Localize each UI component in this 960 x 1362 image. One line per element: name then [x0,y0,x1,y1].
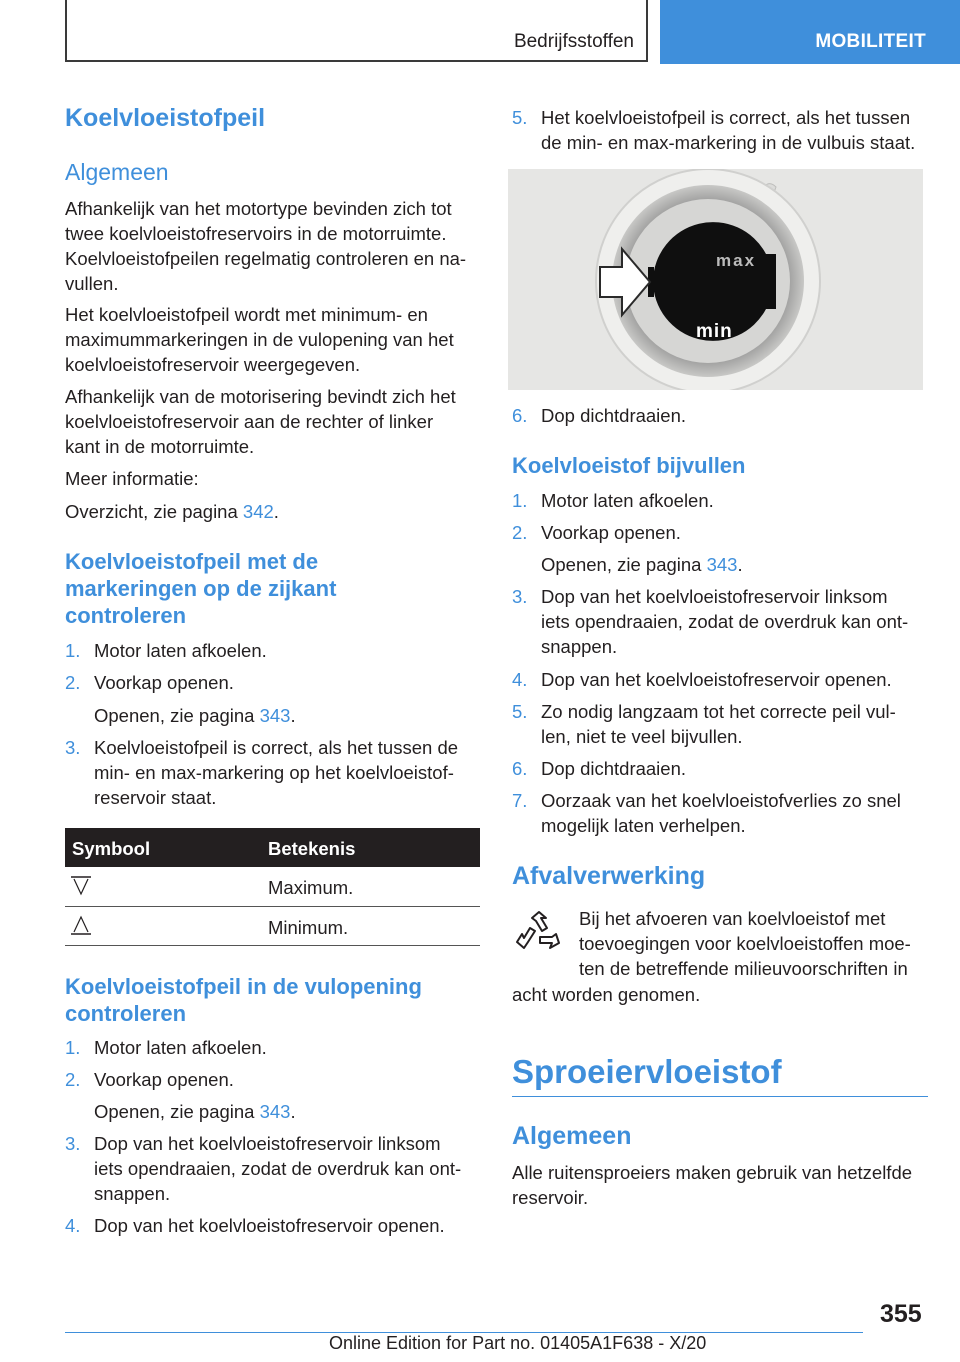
page-number: 355 [880,1300,922,1328]
washer-heading-rule [512,1096,928,1097]
overview-ref: Overzicht, zie pagina 342. [65,501,279,522]
table-col-symbol: Symbool [72,838,151,859]
chapter-tab[interactable] [660,0,960,64]
more-info: Meer informatie: [65,468,199,489]
page-link-342[interactable]: 342 [242,501,274,522]
table-divider [65,906,480,907]
table-col-meaning: Betekenis [268,838,356,859]
chapter-tab-label: MOBILITEIT [815,31,926,52]
table-row-min: Minimum. [268,917,349,938]
washer-heading: Sproeiervloeistof [512,1053,782,1090]
page-link-343[interactable]: 343 [259,705,291,726]
disposal-text: Bij het afvoeren van koelvloeistof met toevoegingen voor koelvloeistoffen moe‐ ten de betreffende milieuvoorschriften in [579,908,911,979]
para-3: Afhankelijk van de motorisering bevindt zich het koelvloeistofreservoir aan de rechter of linker kant in de motorruimte. [65,386,456,457]
refill-heading: Koelvloeistof bijvullen [512,453,746,478]
page-title: Koelvloeistofpeil [65,104,266,132]
page-link-343[interactable]: 343 [259,1101,291,1122]
disposal-text-last: acht worden genomen. [512,984,701,1005]
page-link-343[interactable]: 343 [706,554,738,575]
fill-check-heading: Koelvloeistofpeil in de vulopening controleren [65,974,422,1026]
symbol-table-header [65,828,480,867]
recycle-icon [514,910,564,960]
washer-general-heading: Algemeen [512,1122,632,1150]
edition-text: Online Edition for Part no. 01405A1F638 - X/20 [329,1333,707,1353]
coolant-cap-image [508,169,923,390]
table-row-max: Maximum. [268,877,354,898]
section-label: Bedrijfsstoffen [513,31,634,52]
general-heading: Algemeen [65,159,169,185]
fill-open-ref: Openen, zie pagina 343. [94,1101,296,1122]
side-check-heading: Koelvloeistofpeil met de markeringen op de zijkant controleren [65,549,337,628]
min-mark-icon [70,915,92,935]
header-frame [65,0,648,62]
para-2: Het koelvloeistofpeil wordt met minimum- en maximummarkeringen in de vulopening van het koelvloeistofreservoir weergegeven. [65,304,454,375]
max-mark-icon [70,876,92,896]
refill-open-ref: Openen, zie pagina 343. [541,554,743,575]
table-bottom [65,945,480,946]
para-1: Afhankelijk van het motortype bevinden zich tot twee koelvloeistofreservoirs in de motorruimte. Koelvloeistofpeilen regelmatig controleren en na‐ vullen. [65,198,467,294]
min-label: min [696,321,733,342]
max-label: max [716,251,757,270]
washer-text: Alle ruitensproeiers maken gebruik van hetzelfde reservoir. [512,1162,913,1208]
side-open-ref: Openen, zie pagina 343. [94,705,296,726]
disposal-heading: Afvalverwerking [512,862,706,890]
